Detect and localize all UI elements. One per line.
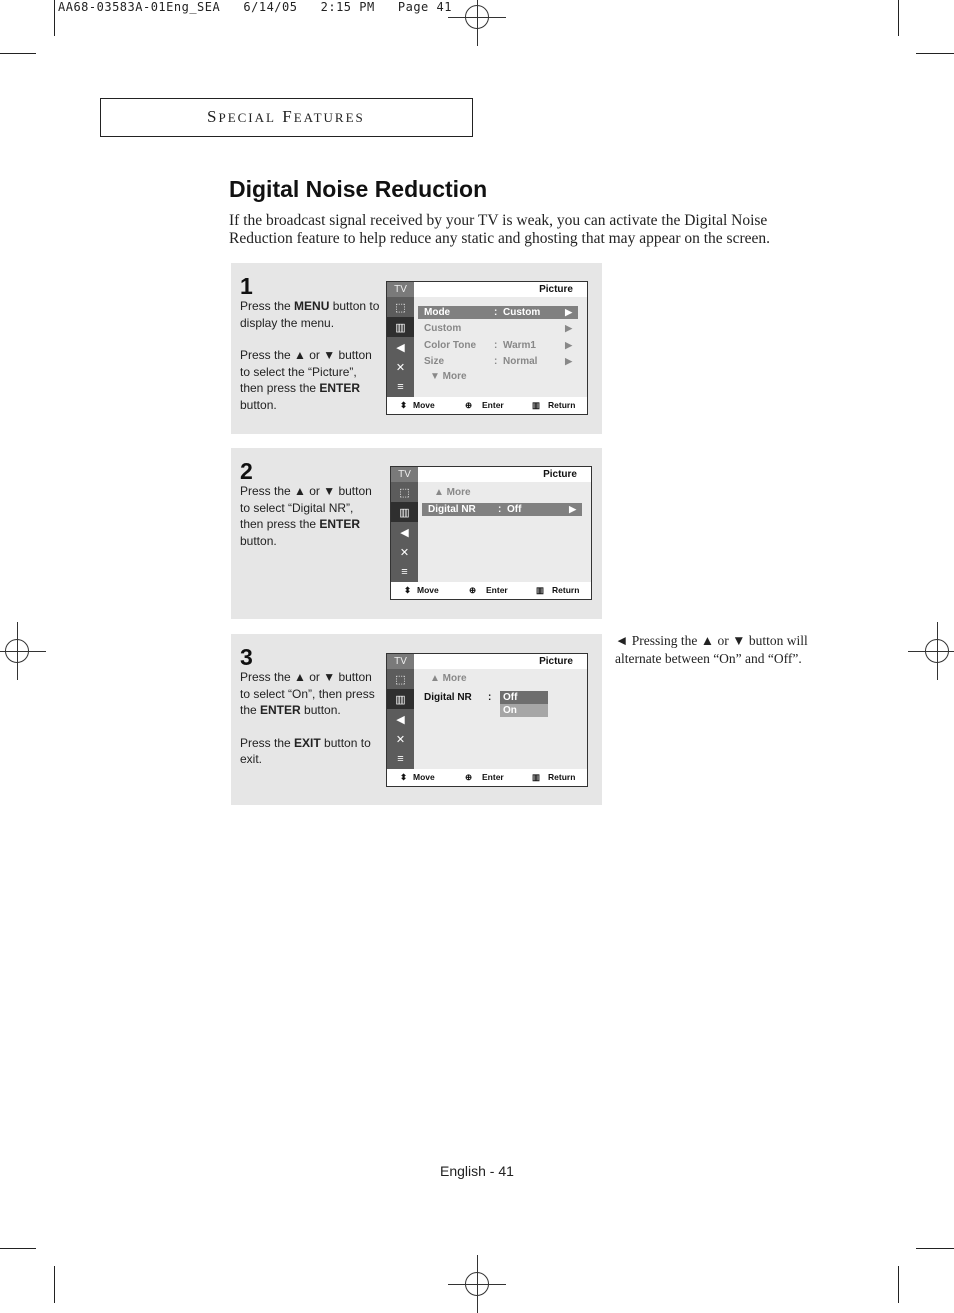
print-header: AA68-03583A-01Eng_SEA 6/14/05 2:15 PM Page 41 [58, 0, 452, 14]
return-icon: ▥ [532, 400, 541, 410]
arrow-right-icon: ▶ [565, 340, 572, 350]
menu-heading: Picture [539, 656, 573, 667]
step-number: 3 [240, 644, 253, 670]
menu-body [418, 482, 591, 582]
instruction-paragraph: Press the EXIT button to exit. [240, 735, 371, 766]
channel-icon: ✕ [395, 361, 406, 374]
step-panel-3 [231, 634, 602, 805]
menu-row-custom[interactable]: Custom ▶ [424, 323, 572, 334]
menu-footer [391, 582, 591, 599]
menu-row-digital-nr[interactable]: Digital NR : Off ▶ [422, 503, 582, 516]
crop-mark [0, 53, 36, 54]
registration-mark-icon [925, 639, 949, 663]
tv-label: TV [387, 282, 414, 297]
section-header-box [100, 98, 473, 137]
footer-move: Move [413, 400, 435, 410]
intro-paragraph: If the broadcast signal received by your TV is weak, you can activate the Digital Noise Reduction feature to help reduce any static and ghosting that may appear on the screen. [229, 212, 771, 247]
setup-icon: ≡ [397, 381, 404, 393]
picture-icon: ▥ [387, 689, 414, 709]
crop-mark [898, 0, 899, 36]
crop-mark [54, 0, 55, 36]
more-indicator: ▲ More [430, 673, 467, 684]
section-title: SPECIAL FEATURES [207, 107, 365, 126]
menu-footer [387, 769, 587, 786]
step-panel-1 [231, 263, 602, 434]
registration-mark-icon [5, 639, 29, 663]
crop-mark [916, 1248, 954, 1249]
enter-icon: ⊕ [465, 772, 473, 782]
picture-icon: ▥ [391, 502, 418, 522]
return-icon: ▥ [532, 772, 541, 782]
tv-label: TV [387, 654, 414, 669]
footer-return: Return [548, 772, 576, 782]
move-icon: ⬍ [400, 772, 408, 782]
footer-return: Return [548, 400, 576, 410]
registration-mark-icon [465, 1272, 489, 1296]
arrow-right-icon: ▶ [569, 504, 576, 514]
tv-menu-screen [386, 281, 588, 415]
menu-heading: Picture [539, 284, 573, 295]
menu-row-mode[interactable]: Mode : Custom ▶ [418, 306, 578, 319]
move-icon: ⬍ [400, 400, 408, 410]
instruction-paragraph: Press the ▲ or ▼ button to select the “Picture”, then press the ENTER button. [240, 348, 372, 412]
more-indicator: ▲ More [434, 487, 471, 498]
instruction-paragraph: Press the ▲ or ▼ button to select “Digital NR”, then press the ENTER button. [240, 484, 372, 548]
menu-icon-bar [387, 669, 414, 769]
menu-body [414, 669, 587, 769]
step-instructions [240, 483, 380, 565]
channel-icon: ✕ [395, 733, 406, 746]
sound-icon: ◀ [396, 341, 405, 354]
menu-heading: Picture [543, 469, 577, 480]
instruction-paragraph: Press the MENU button to display the menu. [240, 299, 380, 330]
tv-menu-screen [386, 653, 588, 787]
crop-mark [0, 1248, 36, 1249]
menu-icon-bar [391, 482, 418, 582]
step-number: 1 [240, 273, 253, 299]
menu-body [414, 297, 587, 397]
input-icon: ⬚ [399, 486, 410, 499]
step-number: 2 [240, 458, 253, 484]
more-indicator: ▼ More [430, 371, 467, 382]
step-instructions [240, 298, 380, 429]
option-on[interactable]: On [500, 704, 548, 717]
menu-row-digital-nr[interactable]: Digital NR : [424, 692, 492, 703]
crop-mark [916, 53, 954, 54]
menu-icon-bar [387, 297, 414, 397]
crop-mark [54, 1266, 55, 1303]
menu-footer [387, 397, 587, 414]
footer-return: Return [552, 585, 580, 595]
menu-row-size[interactable]: Size : Normal ▶ [424, 356, 572, 367]
footer-enter: Enter [486, 585, 508, 595]
page-number: English - 41 [440, 1163, 514, 1179]
channel-icon: ✕ [399, 546, 410, 559]
enter-icon: ⊕ [465, 400, 473, 410]
sound-icon: ◀ [396, 713, 405, 726]
input-icon: ⬚ [395, 673, 406, 686]
footer-move: Move [413, 772, 435, 782]
instruction-paragraph: Press the ▲ or ▼ button to select “On”, then press the ENTER button. [240, 670, 375, 717]
enter-icon: ⊕ [469, 585, 477, 595]
move-icon: ⬍ [404, 585, 412, 595]
side-note: ◄ Pressing the ▲ or ▼ button will alternate between “On” and “Off”. [615, 633, 808, 666]
tv-menu-screen [390, 466, 592, 600]
setup-icon: ≡ [401, 566, 408, 578]
option-off[interactable]: Off [500, 691, 548, 704]
footer-enter: Enter [482, 772, 504, 782]
setup-icon: ≡ [397, 753, 404, 765]
step-instructions [240, 669, 380, 784]
return-icon: ▥ [536, 585, 545, 595]
crop-mark [898, 1266, 899, 1303]
page-title: Digital Noise Reduction [229, 176, 488, 202]
picture-icon: ▥ [387, 317, 414, 337]
arrow-right-icon: ▶ [565, 323, 572, 333]
registration-mark-icon [465, 5, 489, 29]
sound-icon: ◀ [400, 526, 409, 539]
tv-label: TV [391, 467, 418, 482]
step-panel-2 [231, 448, 602, 619]
footer-move: Move [417, 585, 439, 595]
input-icon: ⬚ [395, 301, 406, 314]
footer-enter: Enter [482, 400, 504, 410]
arrow-right-icon: ▶ [565, 307, 572, 317]
arrow-right-icon: ▶ [565, 356, 572, 366]
menu-row-color-tone[interactable]: Color Tone : Warm1 ▶ [424, 340, 572, 351]
